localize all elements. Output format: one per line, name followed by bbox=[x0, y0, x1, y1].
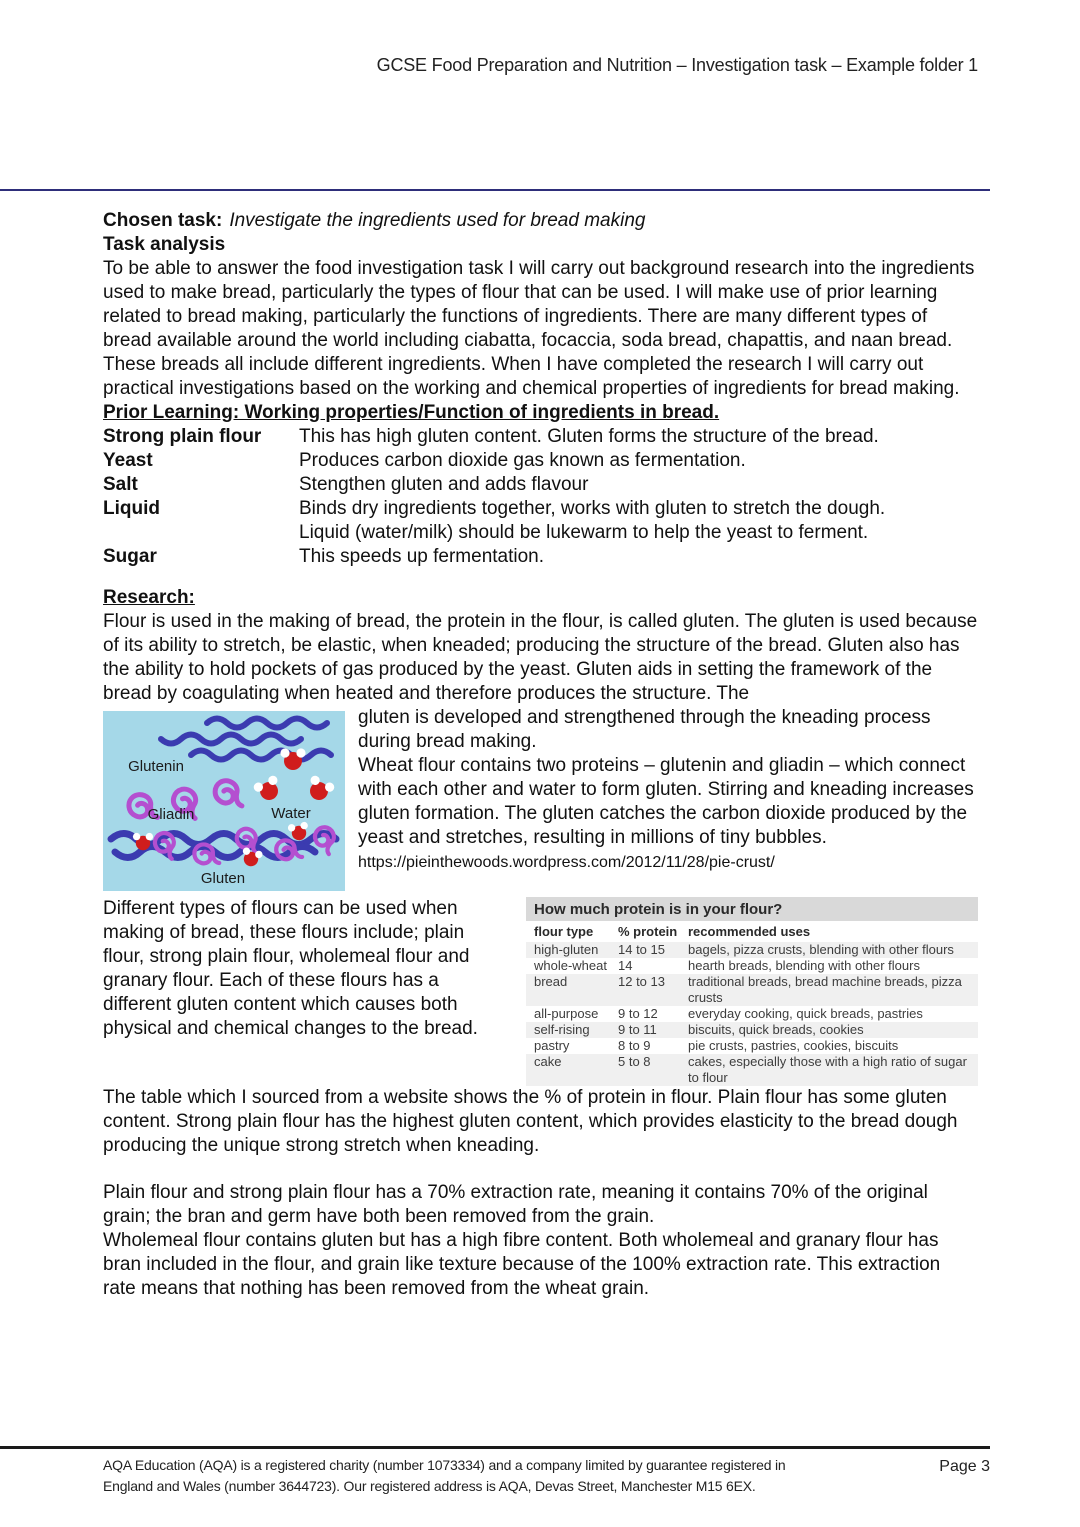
ingredient-row bbox=[103, 545, 978, 569]
gluten-diagram-svg bbox=[103, 711, 345, 891]
table-row bbox=[526, 1006, 978, 1022]
table-row bbox=[526, 958, 978, 974]
chosen-task-line bbox=[103, 209, 978, 233]
ingredient-function: Binds dry ingredients together, works with gluten to stretch the dough. bbox=[299, 498, 886, 519]
extraction-paragraph-2: Wholemeal flour contains gluten but has a high fibre content. Both wholemeal and granary flour has bran included in the flour, and grain like texture because of the 100% extraction rate. This extraction rate means that nothing has been removed from the wheat grain. bbox=[103, 1230, 941, 1299]
glutenin-label: Glutenin bbox=[128, 758, 184, 775]
table-row bbox=[526, 1022, 978, 1038]
research-heading: Research: bbox=[103, 587, 195, 608]
page-header-title: GCSE Food Preparation and Nutrition – Investigation task – Example folder 1 bbox=[376, 55, 978, 75]
task-analysis-text: To be able to answer the food investigation task I will carry out background research into the ingredients used to make bread, particularly the types of flour that can be used. I will make use of prior learning related to bread making, particularly the functions of ingredients. There are many different types of bread available around the world including ciabatta, focaccia, soda bread, chapattis, and naan bread. These breads all include different ingredients. When I have completed the research I will carry out practical investigations based on the working and chemical properties of ingredients for bread making. bbox=[103, 258, 975, 399]
cell-protein: 5 to 8 bbox=[618, 1054, 651, 1069]
ingredient-function: This speeds up fermentation. bbox=[299, 546, 545, 567]
cell-protein: 12 to 13 bbox=[618, 974, 665, 989]
cell-flour-type: whole-wheat bbox=[534, 958, 607, 973]
footer-rule bbox=[0, 1446, 990, 1449]
ingredient-function: Produces carbon dioxide gas known as fermentation. bbox=[299, 450, 746, 471]
column-header-flour-type: flour type bbox=[534, 924, 594, 939]
ingredient-name: Liquid bbox=[103, 498, 160, 519]
gluten-label: Gluten bbox=[200, 870, 246, 887]
gliadin-label: Gliadin bbox=[147, 806, 195, 823]
ingredient-row bbox=[103, 497, 978, 521]
page-number: Page 3 bbox=[939, 1458, 990, 1475]
research-paragraph-2: gluten is developed and strengthened through the kneading process during bread making. bbox=[358, 707, 931, 752]
cell-protein: 14 to 15 bbox=[618, 942, 665, 957]
cell-uses: traditional breads, bread machine breads, pizza crusts bbox=[688, 974, 962, 1005]
header-rule bbox=[0, 189, 990, 191]
table-commentary: The table which I sourced from a website shows the % of protein in flour. Plain flour has some gluten content. Strong plain flour has the highest gluten content, which provides elasticity to the bread dough producing the unique strong stretch when kneading. bbox=[103, 1087, 958, 1156]
table-row bbox=[526, 974, 978, 1006]
cell-uses: cakes, especially those with a high ratio of sugar to flour bbox=[688, 1054, 967, 1085]
chosen-task-value: Investigate the ingredients used for bread making bbox=[229, 210, 646, 231]
cell-uses: everyday cooking, quick breads, pastries bbox=[688, 1006, 923, 1021]
page-content bbox=[103, 209, 978, 1301]
footer-line-1: AQA Education (AQA) is a registered charity (number 1073334) and a company limited by guarantee registered in bbox=[103, 1457, 786, 1473]
ingredient-name: Strong plain flour bbox=[103, 426, 262, 447]
ingredient-row bbox=[103, 425, 978, 449]
ingredient-function: Stengthen gluten and adds flavour bbox=[299, 474, 589, 495]
cell-protein: 9 to 12 bbox=[618, 1006, 658, 1021]
cell-flour-type: high-gluten bbox=[534, 942, 599, 957]
prior-learning-heading: Prior Learning: Working properties/Function of ingredients in bread. bbox=[103, 402, 720, 423]
cell-flour-type: self-rising bbox=[534, 1022, 590, 1037]
cell-uses: bagels, pizza crusts, blending with other flours bbox=[688, 942, 954, 957]
ingredient-row bbox=[103, 521, 978, 545]
gluten-formation-diagram bbox=[103, 711, 345, 891]
ingredient-function: This has high gluten content. Gluten forms the structure of the bread. bbox=[299, 426, 879, 447]
table-row bbox=[526, 1054, 978, 1086]
ingredient-row bbox=[103, 473, 978, 497]
column-header-uses: recommended uses bbox=[688, 924, 811, 939]
cell-uses: pie crusts, pastries, cookies, biscuits bbox=[688, 1038, 899, 1053]
ingredient-function-list bbox=[103, 425, 978, 569]
protein-table bbox=[526, 897, 978, 1086]
protein-table-title: How much protein is in your flour? bbox=[526, 897, 978, 921]
cell-uses: hearth breads, blending with other flours bbox=[688, 958, 920, 973]
protein-table-header bbox=[526, 921, 978, 942]
source-url: https://pieinthewoods.wordpress.com/2012/11/28/pie-crust/ bbox=[358, 854, 775, 871]
column-header-protein: % protein bbox=[618, 924, 678, 939]
footer-legal-text bbox=[103, 1455, 785, 1497]
table-row bbox=[526, 942, 978, 958]
ingredient-name bbox=[103, 521, 299, 545]
extraction-paragraph-1: Plain flour and strong plain flour has a 70% extraction rate, meaning it contains 70% of the original grain; the bran and germ have both been removed from the grain. bbox=[103, 1182, 928, 1227]
flours-paragraph: Different types of flours can be used when making of bread, these flours include; plain flour, strong plain flour, wholemeal flour and granary flour. Each of these flours has a different gluten content which causes both physical and chemical changes to the bread. bbox=[103, 898, 478, 1039]
ingredient-row bbox=[103, 449, 978, 473]
research-paragraph-1: Flour is used in the making of bread, the protein in the flour, is called gluten. The gluten is used because of its ability to stretch, be elastic, when kneaded; producing the structure of the bread. Gluten also has the ability to hold pockets of gas produced by the yeast. Gluten aids in setting the framework of the bread by coagulating when heated and therefore produces the structure. The bbox=[103, 611, 978, 704]
research-paragraph-3: Wheat flour contains two proteins – glutenin and gliadin – which connect with each other and water to form gluten. Stirring and kneading increases gluten formation. The gluten catches the carbon dioxide produced by the yeast and stretches, resulting in millions of tiny bubbles. bbox=[358, 755, 974, 848]
cell-uses: biscuits, quick breads, cookies bbox=[688, 1022, 864, 1037]
cell-flour-type: bread bbox=[534, 974, 568, 989]
footer-line-2: England and Wales (number 3644723). Our registered address is AQA, Devas Street, Manchester M15 6EX. bbox=[103, 1478, 756, 1494]
ingredient-name: Sugar bbox=[103, 546, 157, 567]
flours-section bbox=[103, 897, 978, 1085]
cell-flour-type: cake bbox=[534, 1054, 562, 1069]
chosen-task-label: Chosen task: bbox=[103, 210, 223, 231]
cell-flour-type: all-purpose bbox=[534, 1006, 599, 1021]
page-footer bbox=[103, 1455, 990, 1497]
water-label: Water bbox=[271, 805, 311, 822]
ingredient-name: Salt bbox=[103, 474, 138, 495]
cell-protein: 9 to 11 bbox=[618, 1022, 657, 1037]
ingredient-function: Liquid (water/milk) should be lukewarm to help the yeast to ferment. bbox=[299, 522, 869, 543]
ingredient-name: Yeast bbox=[103, 450, 153, 471]
cell-protein: 14 bbox=[618, 958, 633, 973]
cell-flour-type: pastry bbox=[534, 1038, 570, 1053]
task-analysis-heading: Task analysis bbox=[103, 234, 226, 255]
cell-protein: 8 to 9 bbox=[618, 1038, 651, 1053]
table-row bbox=[526, 1038, 978, 1054]
